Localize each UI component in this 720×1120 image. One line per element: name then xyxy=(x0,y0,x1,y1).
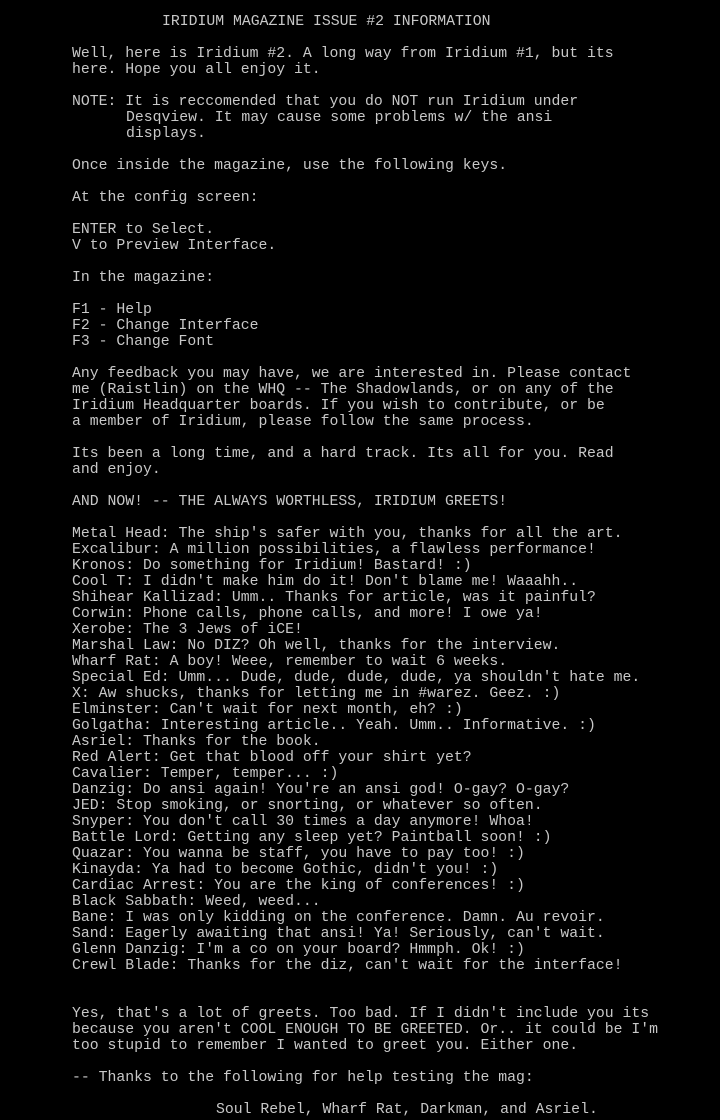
feedback-line: Any feedback you may have, we are interested in. Please contact xyxy=(72,366,632,382)
config-key: V to Preview Interface. xyxy=(72,238,277,254)
document-title: IRIDIUM MAGAZINE ISSUE #2 INFORMATION xyxy=(162,14,491,30)
greet-line: Kronos: Do something for Iridium! Bastard! :) xyxy=(72,558,472,574)
note-line: Desqview. It may cause some problems w/ the ansi xyxy=(126,110,553,126)
greet-line: Wharf Rat: A boy! Weee, remember to wait 6 weeks. xyxy=(72,654,508,670)
greet-line: Excalibur: A million possibilities, a flawless performance! xyxy=(72,542,596,558)
feedback-line: a member of Iridium, please follow the same process. xyxy=(72,414,534,430)
greet-line: Asriel: Thanks for the book. xyxy=(72,734,321,750)
greet-line: Cavalier: Temper, temper... :) xyxy=(72,766,339,782)
closing-line: and enjoy. xyxy=(72,462,161,478)
greet-line: Marshal Law: No DIZ? Oh well, thanks for the interview. xyxy=(72,638,561,654)
greets-heading: AND NOW! -- THE ALWAYS WORTHLESS, IRIDIUM GREETS! xyxy=(72,494,508,510)
note-line: displays. xyxy=(126,126,206,142)
feedback-line: Iridium Headquarter boards. If you wish to contribute, or be xyxy=(72,398,605,414)
blank-line xyxy=(0,30,720,46)
blank-line xyxy=(0,174,720,190)
blank-line xyxy=(0,254,720,270)
feedback-line: me (Raistlin) on the WHQ -- The Shadowlands, or on any of the xyxy=(72,382,614,398)
greet-line: Golgatha: Interesting article.. Yeah. Umm.. Informative. :) xyxy=(72,718,596,734)
text-document xyxy=(0,14,720,1118)
blank-line xyxy=(0,510,720,526)
greet-line: Shihear Kallizad: Umm.. Thanks for article, was it painful? xyxy=(72,590,596,606)
greet-line: Cardiac Arrest: You are the king of conferences! :) xyxy=(72,878,525,894)
greet-line: Sand: Eagerly awaiting that ansi! Ya! Seriously, can't wait. xyxy=(72,926,605,942)
greet-line: Snyper: You don't call 30 times a day anymore! Whoa! xyxy=(72,814,534,830)
blank-line xyxy=(0,206,720,222)
blank-line xyxy=(0,78,720,94)
greet-line: Kinayda: Ya had to become Gothic, didn't you! :) xyxy=(72,862,499,878)
magazine-key: F2 - Change Interface xyxy=(72,318,259,334)
closing-line: Its been a long time, and a hard track. Its all for you. Read xyxy=(72,446,614,462)
testing-heading: -- Thanks to the following for help testing the mag: xyxy=(72,1070,534,1086)
blank-line xyxy=(0,974,720,990)
greet-line: Red Alert: Get that blood off your shirt yet? xyxy=(72,750,472,766)
greet-line: Xerobe: The 3 Jews of iCE! xyxy=(72,622,303,638)
blank-line xyxy=(0,990,720,1006)
magazine-key: F1 - Help xyxy=(72,302,152,318)
intro-line: Well, here is Iridium #2. A long way from Iridium #1, but its xyxy=(72,46,614,62)
outro-line: Yes, that's a lot of greets. Too bad. If I didn't include you its xyxy=(72,1006,650,1022)
blank-line xyxy=(0,1086,720,1102)
greet-line: Crewl Blade: Thanks for the diz, can't wait for the interface! xyxy=(72,958,623,974)
greet-line: Battle Lord: Getting any sleep yet? Paintball soon! :) xyxy=(72,830,552,846)
greet-line: X: Aw shucks, thanks for letting me in #warez. Geez. :) xyxy=(72,686,561,702)
magazine-key: F3 - Change Font xyxy=(72,334,215,350)
greet-line: Danzig: Do ansi again! You're an ansi god! O-gay? O-gay? xyxy=(72,782,570,798)
greet-line: Black Sabbath: Weed, weed... xyxy=(72,894,321,910)
keys-intro: Once inside the magazine, use the following keys. xyxy=(72,158,508,174)
greet-line: Bane: I was only kidding on the conference. Damn. Au revoir. xyxy=(72,910,605,926)
intro-line: here. Hope you all enjoy it. xyxy=(72,62,321,78)
greet-line: Metal Head: The ship's safer with you, thanks for all the art. xyxy=(72,526,623,542)
config-key: ENTER to Select. xyxy=(72,222,215,238)
blank-line xyxy=(0,478,720,494)
magazine-heading: In the magazine: xyxy=(72,270,215,286)
blank-line xyxy=(0,430,720,446)
testers-line: Soul Rebel, Wharf Rat, Darkman, and Asriel. xyxy=(216,1102,598,1118)
config-heading: At the config screen: xyxy=(72,190,259,206)
outro-line: because you aren't COOL ENOUGH TO BE GREETED. Or.. it could be I'm xyxy=(72,1022,659,1038)
greet-line: JED: Stop smoking, or snorting, or whatever so often. xyxy=(72,798,543,814)
greet-line: Special Ed: Umm... Dude, dude, dude, dude, ya shouldn't hate me. xyxy=(72,670,641,686)
greet-line: Corwin: Phone calls, phone calls, and more! I owe ya! xyxy=(72,606,543,622)
greet-line: Glenn Danzig: I'm a co on your board? Hmmph. Ok! :) xyxy=(72,942,525,958)
greet-line: Quazar: You wanna be staff, you have to pay too! :) xyxy=(72,846,525,862)
blank-line xyxy=(0,286,720,302)
outro-line: too stupid to remember I wanted to greet you. Either one. xyxy=(72,1038,579,1054)
note-line: NOTE: It is reccomended that you do NOT run Iridium under xyxy=(72,94,579,110)
blank-line xyxy=(0,142,720,158)
greet-line: Elminster: Can't wait for next month, eh? :) xyxy=(72,702,463,718)
blank-line xyxy=(0,350,720,366)
blank-line xyxy=(0,1054,720,1070)
greet-line: Cool T: I didn't make him do it! Don't blame me! Waaahh.. xyxy=(72,574,579,590)
